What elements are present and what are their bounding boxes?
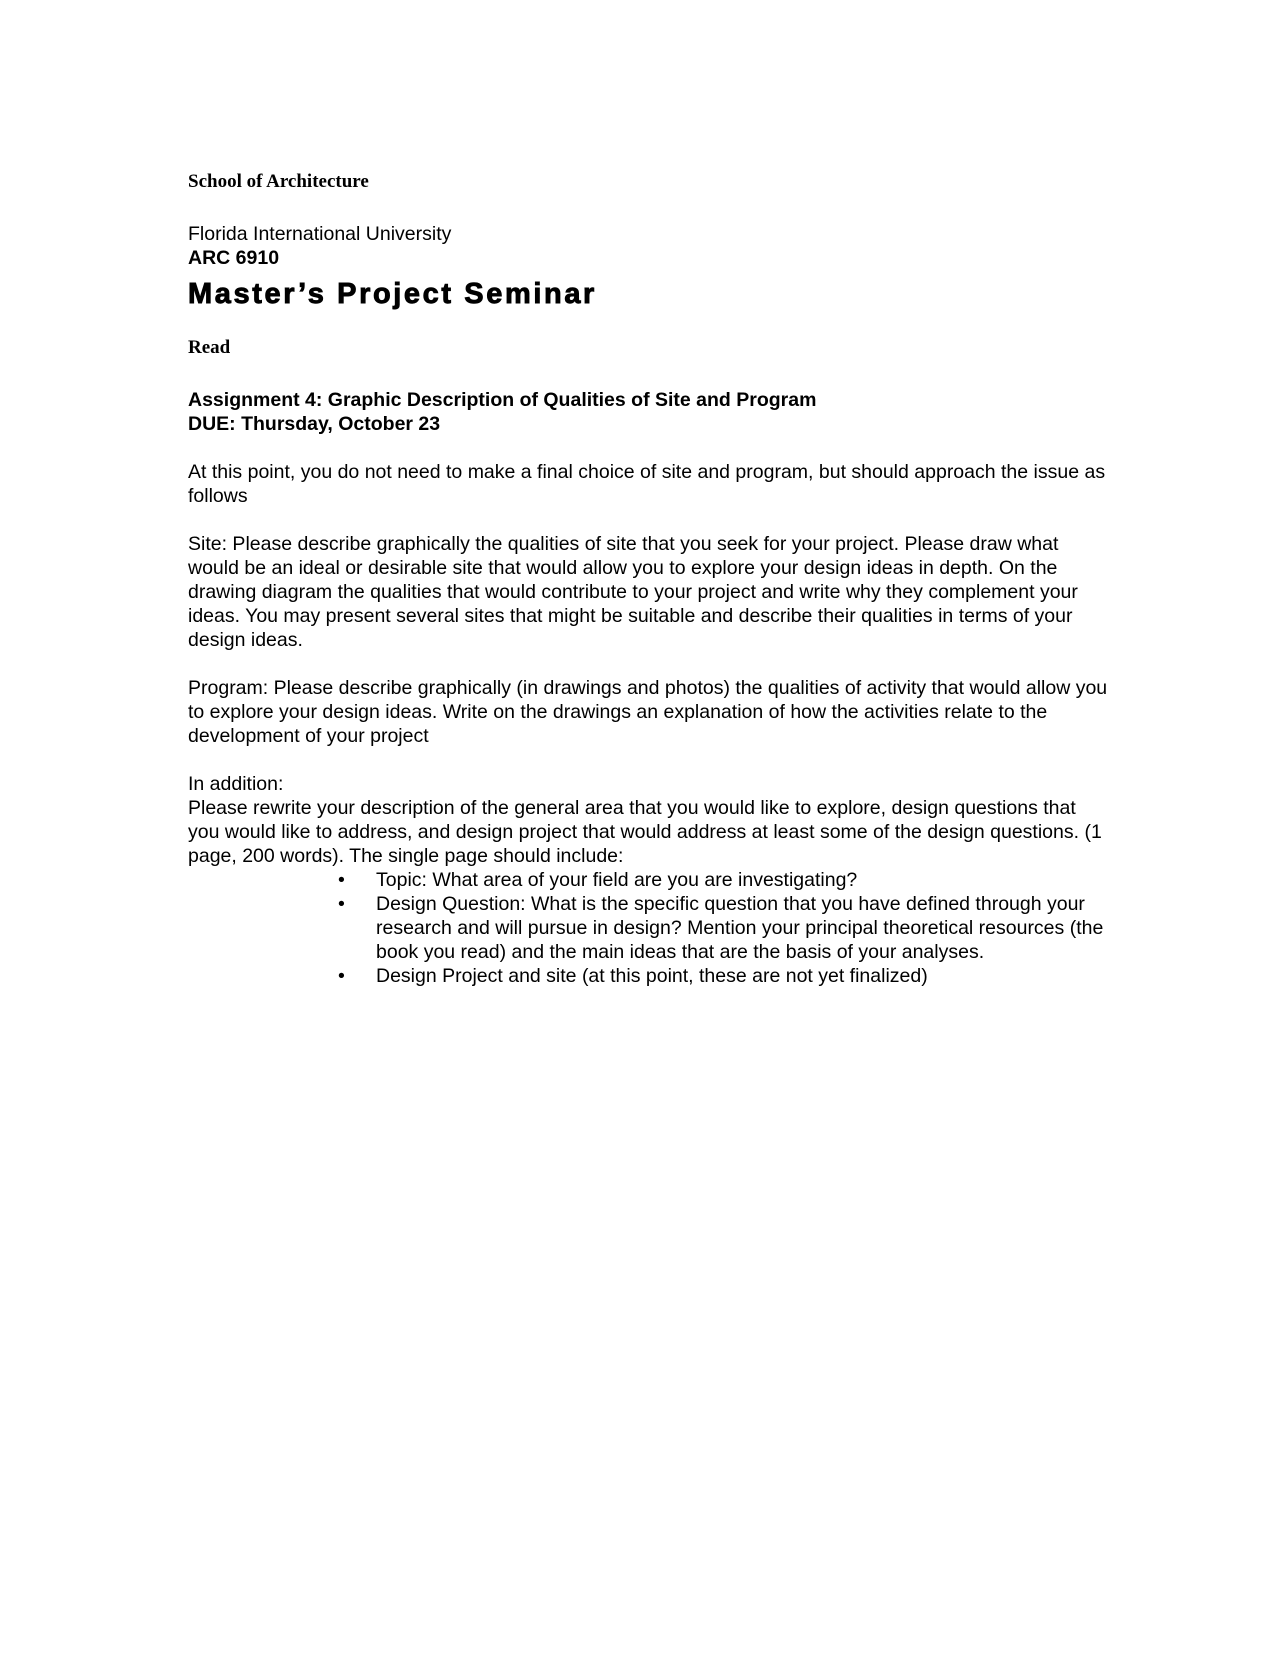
list-item [338, 868, 1108, 892]
list-item-text: Design Question: What is the specific question that you have defined through your research and will pursue in design? Mention your principal theoretical resources (the book you read) and the main ideas that are the basis of your analyses. [376, 893, 1104, 963]
site-paragraph: Site: Please describe graphically the qualities of site that you seek for your project. Please draw what would be an ideal or desirable site that would allow you to explore your design ideas in depth. On the drawing diagram the qualities that would contribute to your project and write why they complement your ideas. You may present several sites that might be suitable and describe their qualities in terms of your design ideas. [188, 533, 1078, 651]
school-name: School of Architecture [188, 171, 369, 192]
assignment-due-date: DUE: Thursday, October 23 [188, 413, 441, 435]
addition-label: In addition: [188, 773, 284, 795]
read-label: Read [188, 337, 231, 358]
university-name: Florida International University [188, 223, 452, 245]
requirements-list [188, 868, 1108, 988]
addition-paragraph: Please rewrite your description of the general area that you would like to explore, design questions that you would like to address, and design project that would address at least some of the design questions. (1 page, 200 words). The single page should include: [188, 797, 1102, 867]
bullet-marker: • [338, 893, 345, 915]
list-item-text: Design Project and site (at this point, these are not yet finalized) [376, 965, 928, 987]
document-page [188, 170, 1108, 988]
assignment-heading [188, 388, 1108, 436]
list-item [338, 964, 1108, 988]
course-title: Master’s Project Seminar [188, 278, 597, 310]
list-item [338, 892, 1108, 964]
bullet-marker: • [338, 869, 345, 891]
intro-paragraph: At this point, you do not need to make a final choice of site and program, but should approach the issue as follows [188, 461, 1106, 507]
list-item-text: Topic: What area of your field are you are investigating? [376, 869, 858, 891]
assignment-title: Assignment 4: Graphic Description of Qualities of Site and Program [188, 389, 817, 411]
course-code: ARC 6910 [188, 247, 280, 269]
bullet-marker: • [338, 965, 345, 987]
program-paragraph: Program: Please describe graphically (in drawings and photos) the qualities of activity that would allow you to explore your design ideas. Write on the drawings an explanation of how the activities relate to the development of your project [188, 677, 1108, 747]
